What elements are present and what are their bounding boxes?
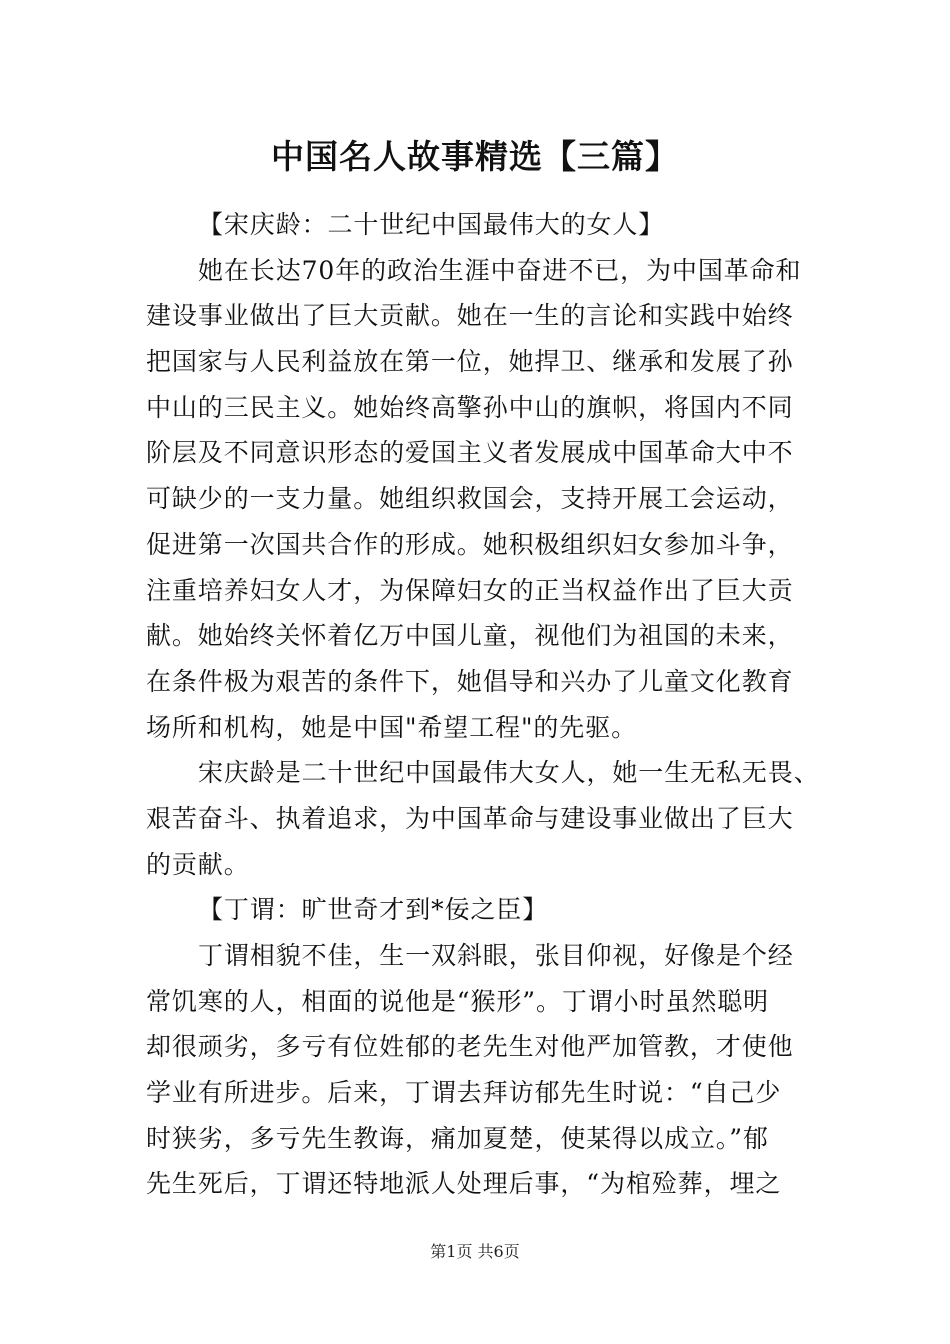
text-line: 却很顽劣，多亏有位姓郁的老先生对他严加管教，才使他 — [146, 1032, 794, 1062]
text-line: 学业有所进步。后来，丁谓去拜访郁先生时说：“自己少 — [146, 1078, 782, 1108]
text-line: 艰苦奋斗、执着追求，为中国革命与建设事业做出了巨大 — [146, 803, 794, 833]
section-heading: 【宋庆龄：二十世纪中国最伟大的女人】 — [198, 210, 665, 239]
text-line: 她在长达70年的政治生涯中奋进不已，为中国革命和 — [198, 255, 802, 285]
section-heading: 【丁谓：旷世奇才到*佞之臣】 — [198, 895, 549, 925]
text-line: 阶层及不同意识形态的爱国主义者发展成中国革命大中不 — [146, 438, 794, 468]
page-footer: 第1页 共6页 — [430, 1242, 520, 1261]
text-line: 先生死后，丁谓还特地派人处理后事，“为棺殓葬，埋之 — [146, 1169, 782, 1199]
text-line: 促进第一次国共合作的形成。她积极组织妇女参加斗争， — [146, 529, 794, 559]
text-line: 常饥寒的人，相面的说他是“猴形”。丁谓小时虽然聪明 — [146, 986, 770, 1016]
text-line: 可缺少的一支力量。她组织救国会，支持开展工会运动， — [146, 484, 794, 514]
text-line: 中山的三民主义。她始终高擎孙中山的旗帜，将国内不同 — [146, 392, 794, 422]
text-line: 把国家与人民利益放在第一位，她捍卫、继承和发展了孙 — [146, 347, 794, 377]
text-line: 注重培养妇女人才，为保障妇女的正当权益作出了巨大贡 — [146, 575, 794, 605]
document-title: 中国名人故事精选【三篇】 — [271, 137, 679, 176]
text-line: 献。她始终关怀着亿万中国儿童，视他们为祖国的未来， — [146, 621, 794, 651]
text-line: 时狭劣，多亏先生教诲，痛加夏楚，使某得以成立。”郁 — [146, 1123, 769, 1153]
text-line: 场所和机构，她是中国"希望工程"的先驱。 — [146, 712, 637, 742]
text-line: 丁谓相貌不佳，生一双斜眼，张目仰视，好像是个经 — [198, 941, 794, 970]
text-line: 建设事业做出了巨大贡献。她在一生的言论和实践中始终 — [146, 301, 794, 331]
text-line: 在条件极为艰苦的条件下，她倡导和兴办了儿童文化教育 — [146, 666, 794, 696]
document-body — [146, 202, 836, 1207]
text-line: 的贡献。 — [146, 849, 250, 879]
text-line: 宋庆龄是二十世纪中国最伟大女人，她一生无私无畏、 — [198, 758, 820, 788]
